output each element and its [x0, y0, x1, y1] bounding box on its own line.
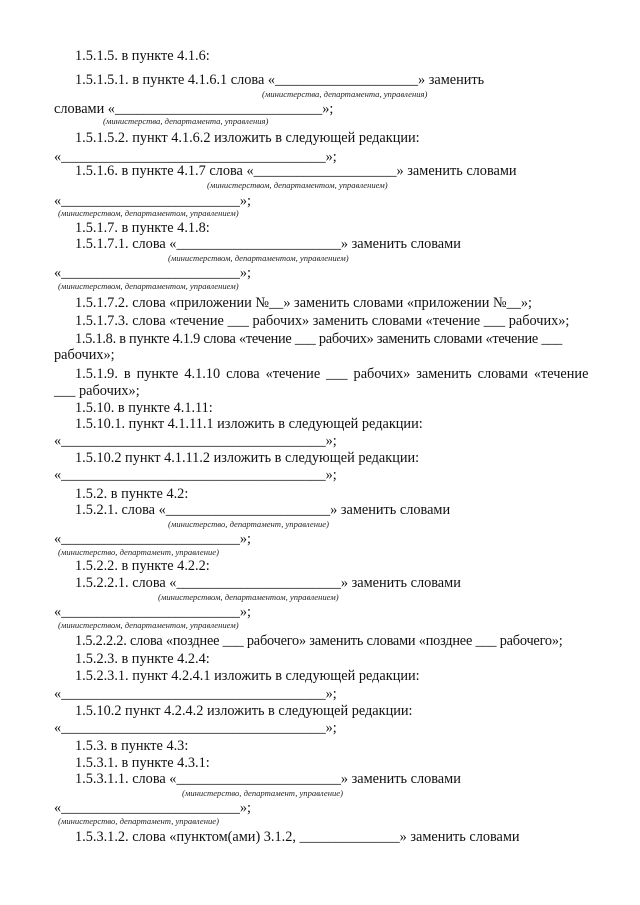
hint-note: (министерство, департамент, управление)	[182, 788, 343, 798]
clause-1-5-10-2-b: 1.5.10.2 пункт 4.2.4.2 изложить в следующей редакции:	[75, 703, 413, 719]
quote-blank-line: «_________________________»;	[54, 265, 251, 281]
clause-line: словами «_____________________________»;	[54, 101, 334, 117]
quote-blank-line: «_________________________»;	[54, 531, 251, 547]
quote-blank-line: «_____________________________________»;	[54, 433, 337, 449]
clause-1-5-1-7-3: 1.5.1.7.3. слова «течение ___ рабочих» заменить словами «течение ___ рабочих»;	[75, 313, 570, 329]
hint-note: (министерство, департамент, управление)	[58, 816, 219, 826]
clause-1-5-10-2: 1.5.10.2 пункт 4.1.11.2 изложить в следующей редакции:	[75, 450, 420, 466]
hint-note: (министерством, департаментом, управлением)	[158, 592, 339, 602]
clause-1-5-2-3: 1.5.2.3. в пункте 4.2.4:	[75, 651, 210, 667]
hint-note: (министерством, департаментом, управлением)	[58, 208, 239, 218]
quote-blank-line: «_________________________»;	[54, 193, 251, 209]
clause-1-5-3: 1.5.3. в пункте 4.3:	[75, 738, 189, 754]
quote-blank-line: «_____________________________________»;	[54, 686, 337, 702]
clause-1-5-1-7-2: 1.5.1.7.2. слова «приложении №__» заменить словами «приложении №__»;	[75, 295, 533, 311]
hint-note: (министерства, департамента, управления)	[103, 116, 269, 126]
hint-note: (министерством, департаментом, управлением)	[58, 620, 239, 630]
clause-1-5-1-9: 1.5.1.9. в пункте 4.1.10 слова «течение ___ рабочих» заменить словами «течение	[75, 366, 589, 382]
quote-blank-line: «_____________________________________»;	[54, 720, 337, 736]
clause-1-5-1-5-1: 1.5.1.5.1. в пункте 4.1.6.1 слова «____________________» заменить	[75, 72, 485, 88]
hint-note: (министерством, департаментом, управлением)	[168, 253, 349, 263]
hint-note: (министерство, департамент, управление)	[168, 519, 329, 529]
quote-blank-line: «_____________________________________»;	[54, 149, 337, 165]
clause-1-5-3-1: 1.5.3.1. в пункте 4.3.1:	[75, 755, 210, 771]
clause-1-5-1-8: 1.5.1.8. в пункте 4.1.9 слова «течение ___ рабочих» заменить словами «течение ___	[75, 331, 563, 347]
clause-1-5-1-5: 1.5.1.5. в пункте 4.1.6:	[75, 48, 210, 64]
clause-1-5-2-1: 1.5.2.1. слова «_______________________» заменить словами	[75, 502, 451, 518]
clause-1-5-2: 1.5.2. в пункте 4.2:	[75, 486, 189, 502]
quote-blank-line: «_____________________________________»;	[54, 467, 337, 483]
clause-1-5-3-1-2: 1.5.3.1.2. слова «пунктом(ами) 3.1.2, ______________» заменить словами	[75, 829, 520, 845]
clause-1-5-2-2-1: 1.5.2.2.1. слова «_______________________» заменить словами	[75, 575, 461, 591]
quote-blank-line: «_________________________»;	[54, 604, 251, 620]
hint-note: (министерством, департаментом, управлением)	[58, 281, 239, 291]
hint-note: (министерство, департамент, управление)	[58, 547, 219, 557]
clause-1-5-1-8-cont: рабочих»;	[54, 347, 115, 363]
hint-note: (министерством, департаментом, управлением)	[207, 180, 388, 190]
quote-blank-line: «_________________________»;	[54, 800, 251, 816]
hint-note: (министерства, департамента, управления)	[262, 89, 428, 99]
clause-1-5-10-1: 1.5.10.1. пункт 4.1.11.1 изложить в следующей редакции:	[75, 416, 423, 432]
clause-1-5-10: 1.5.10. в пункте 4.1.11:	[75, 400, 213, 416]
clause-1-5-1-5-2: 1.5.1.5.2. пункт 4.1.6.2 изложить в следующей редакции:	[75, 130, 420, 146]
clause-1-5-1-9-cont: ___ рабочих»;	[54, 383, 140, 399]
clause-1-5-1-7-1: 1.5.1.7.1. слова «_______________________» заменить словами	[75, 236, 461, 252]
clause-1-5-2-3-1: 1.5.2.3.1. пункт 4.2.4.1 изложить в следующей редакции:	[75, 668, 420, 684]
clause-1-5-1-6: 1.5.1.6. в пункте 4.1.7 слова «____________________» заменить словами	[75, 163, 517, 179]
clause-1-5-2-2-2: 1.5.2.2.2. слова «позднее ___ рабочего» заменить словами «позднее ___ рабочего»;	[75, 633, 563, 649]
clause-1-5-2-2: 1.5.2.2. в пункте 4.2.2:	[75, 558, 210, 574]
clause-1-5-3-1-1: 1.5.3.1.1. слова «_______________________» заменить словами	[75, 771, 461, 787]
clause-1-5-1-7: 1.5.1.7. в пункте 4.1.8:	[75, 220, 210, 236]
